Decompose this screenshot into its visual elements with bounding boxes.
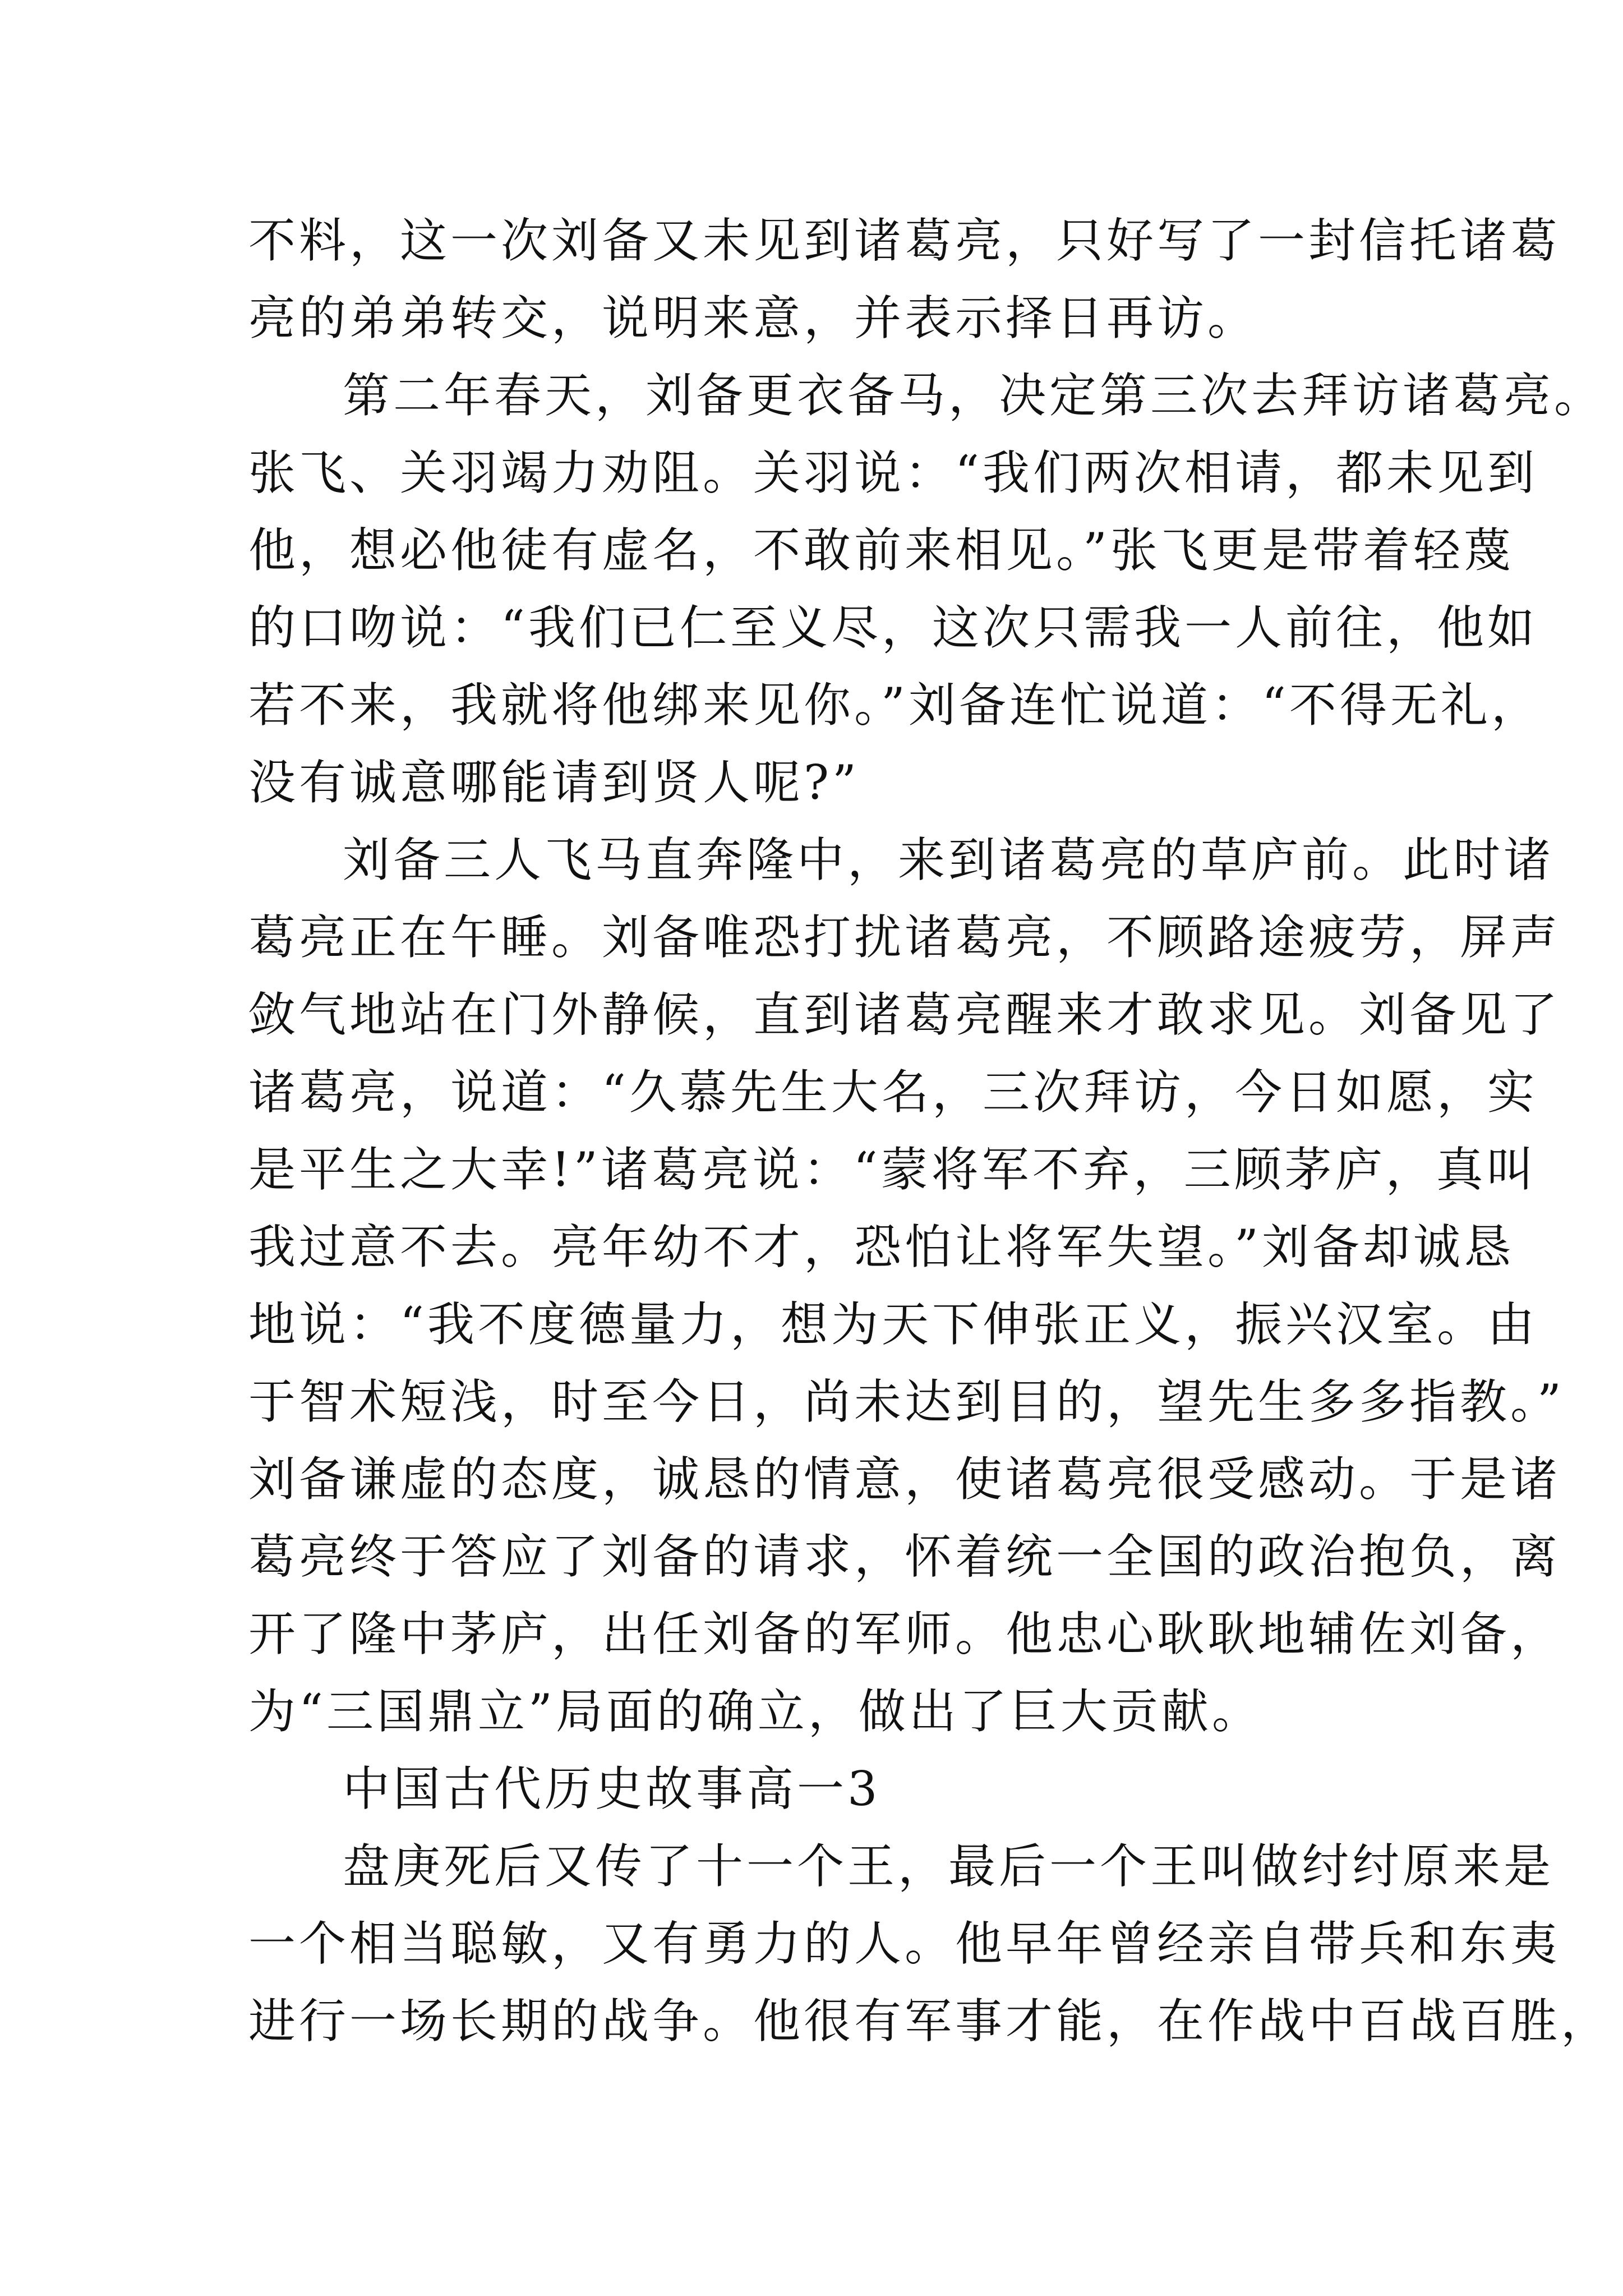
text-line: 进行一场长期的战争。他很有军事才能，在作战中百战百胜， xyxy=(248,1994,1612,2049)
text-line: 地说：“我不度德量力，想为天下伸张正义，振兴汉室。由 xyxy=(248,1297,1538,1352)
text-line: 诸葛亮，说道：“久慕先生大名，三次拜访，今日如愿，实 xyxy=(248,1065,1538,1120)
text-line: 一个相当聪敏，又有勇力的人。他早年曾经亲自带兵和东夷 xyxy=(248,1916,1561,1971)
text-line: 他，想必他徒有虚名，不敢前来相见。”张飞更是带着轻蔑 xyxy=(248,523,1514,578)
paragraph-start-line: 盘庚死后又传了十一个王，最后一个王叫做纣纣原来是 xyxy=(343,1839,1555,1894)
text-line: 是平生之大幸!”诸葛亮说：“蒙将军不弃，三顾茅庐，真叫 xyxy=(248,1142,1537,1197)
text-line: 的口吻说：“我们已仁至义尽，这次只需我一人前往，他如 xyxy=(248,600,1538,655)
text-line: 若不来，我就将他绑来见你。”刘备连忙说道：“不得无礼， xyxy=(248,678,1542,733)
text-line: 我过意不去。亮年幼不才，恐怕让将军失望。”刘备却诚恳 xyxy=(248,1220,1514,1274)
text-line: 刘备谦虚的态度，诚恳的情意，使诸葛亮很受感动。于是诸 xyxy=(248,1452,1561,1507)
paragraph-start-line: 第二年春天，刘备更衣备马，决定第三次去拜访诸葛亮。 xyxy=(343,368,1605,423)
text-line: 张飞、关羽竭力劝阻。关羽说：“我们两次相请，都未见到 xyxy=(248,445,1538,500)
document-body xyxy=(248,202,1612,2060)
text-line: 没有诚意哪能请到贤人呢?” xyxy=(248,755,860,810)
text-line: 敛气地站在门外静候，直到诸葛亮醒来才敢求见。刘备见了 xyxy=(248,987,1561,1042)
text-line: 亮的弟弟转交，说明来意，并表示择日再访。 xyxy=(248,291,1258,346)
text-line: 开了隆中茅庐，出任刘备的军师。他忠心耿耿地辅佐刘备， xyxy=(248,1607,1561,1662)
text-line: 不料，这一次刘备又未见到诸葛亮，只好写了一封信托诸葛 xyxy=(248,213,1561,268)
text-line: 葛亮正在午睡。刘备唯恐打扰诸葛亮，不顾路途疲劳，屏声 xyxy=(248,910,1561,965)
text-line: 葛亮终于答应了刘备的请求，怀着统一全国的政治抱负，离 xyxy=(248,1529,1561,1584)
text-line: 于智术短浅，时至今日，尚未达到目的，望先生多多指教。” xyxy=(248,1374,1565,1429)
text-line: 为“三国鼎立”局面的确立，做出了巨大贡献。 xyxy=(248,1684,1262,1739)
section-heading: 中国古代历史故事高一3 xyxy=(343,1761,881,1816)
paragraph-start-line: 刘备三人飞马直奔隆中，来到诸葛亮的草庐前。此时诸 xyxy=(343,832,1555,887)
